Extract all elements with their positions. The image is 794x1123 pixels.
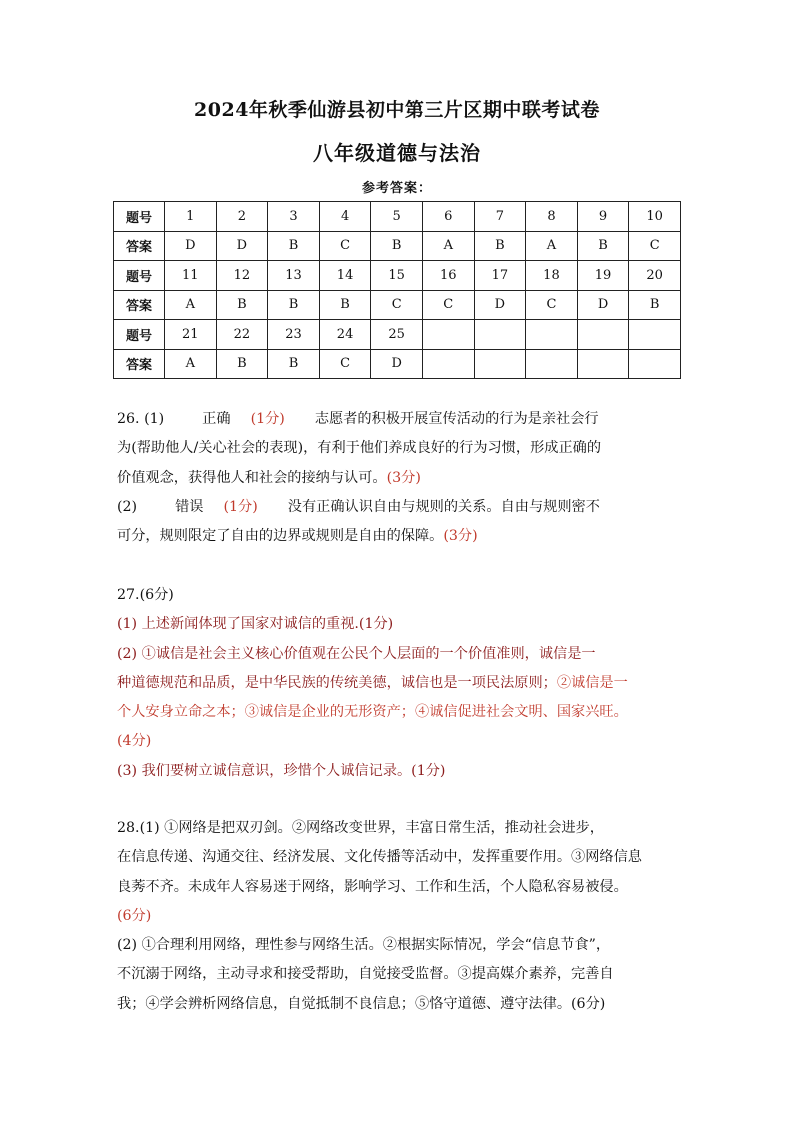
q26-line-3 xyxy=(117,464,683,493)
question-number-cell: 23 xyxy=(268,320,320,350)
question-number-cell: 16 xyxy=(422,261,474,291)
q26-part1-text: 志愿者的积极开展宣传活动的行为是亲社会行 xyxy=(314,411,599,427)
question-number-label: 题号 xyxy=(114,261,165,291)
answer-cell: B xyxy=(268,290,320,320)
answer-cell: A xyxy=(165,349,217,379)
answer-cell xyxy=(422,349,474,379)
answer-table-row xyxy=(114,202,681,232)
answer-cell: C xyxy=(319,231,371,261)
question-number-cell: 17 xyxy=(474,261,526,291)
answer-cell xyxy=(629,349,681,379)
question-number-cell: 12 xyxy=(216,261,268,291)
answer-cell: C xyxy=(526,290,578,320)
answer-cell: C xyxy=(319,349,371,379)
question-number-cell: 22 xyxy=(216,320,268,350)
answer-cell: B xyxy=(216,349,268,379)
answer-cell: B xyxy=(371,231,423,261)
q27-part2-score: (4分) xyxy=(117,733,152,750)
answer-table xyxy=(113,201,681,379)
answer-cell: D xyxy=(371,349,423,379)
answer-table-row xyxy=(114,320,681,350)
answer-section-heading: 参考答案： xyxy=(361,181,432,196)
answer-cell xyxy=(474,349,526,379)
answer-cell: B xyxy=(216,290,268,320)
q27-part2-text-b: ②诚信是一 xyxy=(556,674,628,691)
q26-part1-judgement-score: (1分) xyxy=(250,411,285,427)
question-number-cell: 24 xyxy=(319,320,371,350)
q26-part2-judgement-score: (1分) xyxy=(223,498,258,515)
question-28 xyxy=(117,814,683,1019)
question-number-cell xyxy=(577,320,629,350)
answer-cell: C xyxy=(371,290,423,320)
q26-part1-text-2: 为(帮助他人/关心社会的表现)，有利于他们养成良好的行为习惯，形成正确的 xyxy=(117,440,602,457)
answer-cell: B xyxy=(577,231,629,261)
answer-cell: A xyxy=(526,231,578,261)
question-number-cell: 13 xyxy=(268,261,320,291)
exam-title: 2024年秋季仙游县初中第三片区期中联考试卷 xyxy=(194,99,600,121)
answer-table-row xyxy=(114,261,681,291)
question-number-label: 题号 xyxy=(114,320,165,350)
answer-table-row xyxy=(114,290,681,320)
question-number-cell: 7 xyxy=(474,202,526,232)
answer-table-row xyxy=(114,231,681,261)
question-number-cell: 11 xyxy=(165,261,217,291)
q28-part1-line-3: 良莠不齐。未成年人容易迷于网络，影响学习、工作和生活，个人隐私容易被侵。 xyxy=(117,878,628,895)
question-27 xyxy=(117,581,683,786)
question-number-cell xyxy=(526,320,578,350)
q26-line-5 xyxy=(117,522,683,551)
question-number-cell: 2 xyxy=(216,202,268,232)
question-number-cell: 15 xyxy=(371,261,423,291)
question-number-cell: 20 xyxy=(629,261,681,291)
answer-label: 答案 xyxy=(114,349,165,379)
q28-part1-line-1: 28.(1) ①网络是把双刃剑。②网络改变世界，丰富日常生活，推动社会进步， xyxy=(117,820,604,836)
question-number-cell: 19 xyxy=(577,261,629,291)
q27-part2-line-2 xyxy=(117,669,683,698)
question-number-cell: 8 xyxy=(526,202,578,232)
question-number-cell: 10 xyxy=(629,202,681,232)
q26-part1-judgement: 正确 xyxy=(202,411,231,427)
question-number-cell xyxy=(629,320,681,350)
q26-line-1 xyxy=(117,405,683,434)
question-number-cell: 14 xyxy=(319,261,371,291)
q26-part2-number: (2) xyxy=(117,498,138,515)
question-number-cell: 5 xyxy=(371,202,423,232)
answer-cell xyxy=(577,349,629,379)
question-number-cell: 3 xyxy=(268,202,320,232)
answer-cell: C xyxy=(422,290,474,320)
answer-cell: A xyxy=(422,231,474,261)
q26-part1-number: 26. (1) xyxy=(117,411,165,427)
q26-part2-judgement: 错误 xyxy=(175,498,204,515)
answer-table-row xyxy=(114,349,681,379)
q28-part1-score: (6分) xyxy=(117,907,152,924)
q26-line-4 xyxy=(117,493,683,522)
answer-cell: B xyxy=(629,290,681,320)
answer-cell: D xyxy=(216,231,268,261)
question-number-cell xyxy=(474,320,526,350)
answer-cell: B xyxy=(319,290,371,320)
question-number-label: 题号 xyxy=(114,202,165,232)
answer-cell: B xyxy=(268,231,320,261)
answer-cell: D xyxy=(474,290,526,320)
question-number-cell: 21 xyxy=(165,320,217,350)
q26-part1-score: (3分) xyxy=(386,469,421,486)
question-number-cell: 25 xyxy=(371,320,423,350)
q27-part2-line-1: (2) ①诚信是社会主义核心价值观在公民个人层面的一个价值准则，诚信是一 xyxy=(117,645,596,662)
q28-part2-line-2: 不沉溺于网络，主动寻求和接受帮助，自觉接受监督。③提高媒介素养，完善自 xyxy=(117,966,614,983)
answer-cell xyxy=(526,349,578,379)
q27-part2-line-3: 个人安身立命之本；③诚信是企业的无形资产；④诚信促进社会文明、国家兴旺。 xyxy=(117,704,628,721)
question-number-cell xyxy=(422,320,474,350)
answer-cell: A xyxy=(165,290,217,320)
answer-cell: D xyxy=(165,231,217,261)
q28-part2-line-3: 我；④学会辨析网络信息，自觉抵制不良信息；⑤恪守道德、遵守法律。(6分) xyxy=(117,995,606,1012)
q28-part2-line-3-wrap xyxy=(117,990,683,1019)
q27-part1: (1) 上述新闻体现了国家对诚信的重视.(1分) xyxy=(117,616,394,633)
answer-cell: D xyxy=(577,290,629,320)
answer-cell: B xyxy=(268,349,320,379)
answer-cell: C xyxy=(629,231,681,261)
question-number-cell: 1 xyxy=(165,202,217,232)
q28-part1-line-2: 在信息传递、沟通交往、经济发展、文化传播等活动中，发挥重要作用。③网络信息 xyxy=(117,849,642,866)
question-26 xyxy=(117,405,683,551)
exam-subtitle: 八年级道德与法治 xyxy=(313,141,481,165)
question-number-cell: 18 xyxy=(526,261,578,291)
answer-label: 答案 xyxy=(114,231,165,261)
answer-label: 答案 xyxy=(114,290,165,320)
q27-heading: 27.(6分) xyxy=(117,587,174,603)
answer-cell: B xyxy=(474,231,526,261)
question-number-cell: 9 xyxy=(577,202,629,232)
question-number-cell: 6 xyxy=(422,202,474,232)
q26-part2-text-2: 可分，规则限定了自由的边界或规则是自由的保障。 xyxy=(117,528,444,545)
q26-part1-text-3: 价值观念，获得他人和社会的接纳与认可。 xyxy=(117,469,387,486)
q26-part2-text: 没有正确认识自由与规则的关系。自由与规则密不 xyxy=(287,498,600,515)
q27-part3: (3) 我们要树立诚信意识，珍惜个人诚信记录。(1分) xyxy=(117,762,446,779)
question-number-cell: 4 xyxy=(319,202,371,232)
q26-part2-score: (3分) xyxy=(443,528,478,545)
q28-part2-line-1: (2) ①合理利用网络，理性参与网络生活。②根据实际情况，学会“信息节食”， xyxy=(117,937,611,954)
q27-part2-text-a: 种道德规范和品质，是中华民族的传统美德，诚信也是一项民法原则； xyxy=(117,674,557,691)
